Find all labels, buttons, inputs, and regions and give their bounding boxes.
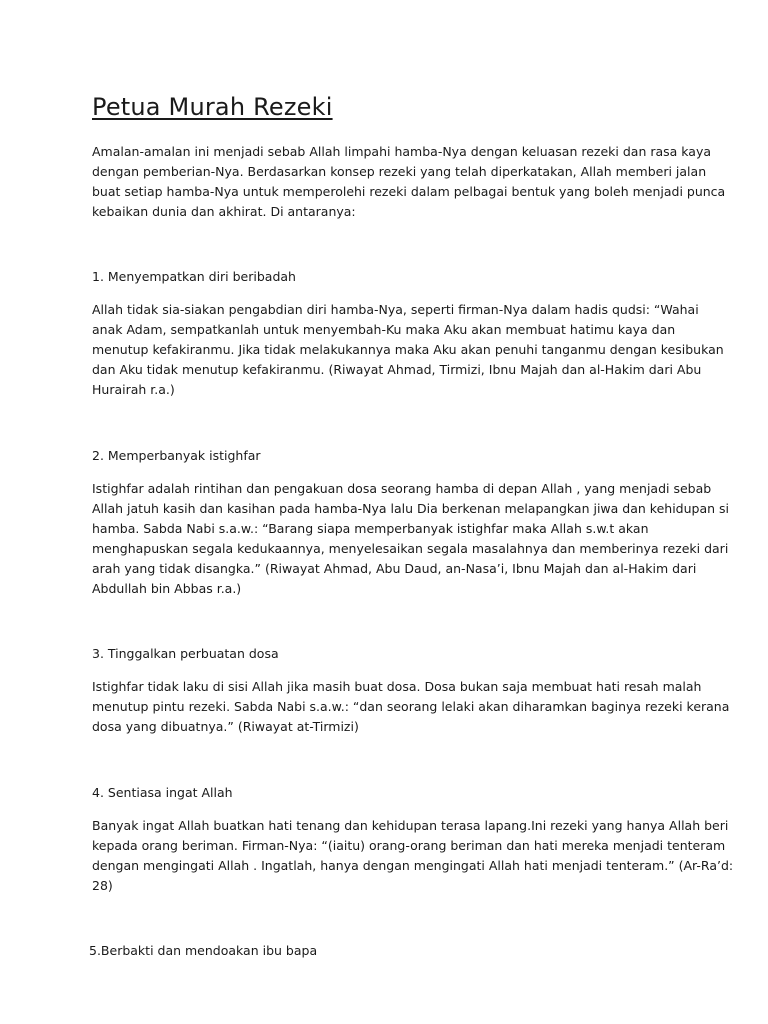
paragraph-line: Allah jatuh kasih dan kasihan pada hamba-Nya lalu Dia berkenan melapangkan jiwa dan kehidupan si bbox=[92, 501, 729, 516]
paragraph-line: arah yang tidak disangka.” (Riwayat Ahmad, Abu Daud, an-Nasa’i, Ibnu Majah dan al-Hakim dari bbox=[92, 561, 697, 576]
section-heading-2: 2. Memperbanyak istighfar bbox=[92, 448, 261, 463]
intro-paragraph bbox=[92, 142, 726, 222]
paragraph-line: 28) bbox=[92, 878, 113, 893]
paragraph-line: dengan mengingati Allah . Ingatlah, hanya dengan mengingati Allah hati menjadi tenteram.” (Ar-Ra’d: bbox=[92, 858, 734, 873]
paragraph-line: kebaikan dunia dan akhirat. Di antaranya: bbox=[92, 204, 356, 219]
paragraph-line: Abdullah bin Abbas r.a.) bbox=[92, 581, 242, 596]
paragraph-line: Banyak ingat Allah buatkan hati tenang dan kehidupan terasa lapang.Ini rezeki yang hanya Allah beri bbox=[92, 818, 729, 833]
section-heading-5: 5.Berbakti dan mendoakan ibu bapa bbox=[89, 943, 318, 958]
document-title: Petua Murah Rezeki bbox=[92, 93, 333, 121]
paragraph-line: Amalan-amalan ini menjadi sebab Allah limpahi hamba-Nya dengan keluasan rezeki dan rasa kaya bbox=[92, 144, 712, 159]
section-heading-1: 1. Menyempatkan diri beribadah bbox=[92, 269, 296, 284]
section-paragraph-1 bbox=[92, 300, 724, 400]
paragraph-line: menutup pintu rezeki. Sabda Nabi s.a.w.: “dan seorang lelaki akan diharamkan baginya rezeki kerana bbox=[92, 699, 730, 714]
paragraph-line: menutup kefakiranmu. Jika tidak melakukannya maka Aku akan penuhi tanganmu dengan kesibukan bbox=[92, 342, 724, 357]
paragraph-line: menghapuskan segala kedukaannya, menyelesaikan segala masalahnya dan memberinya rezeki dari bbox=[92, 541, 729, 556]
section-paragraph-4 bbox=[92, 816, 734, 896]
paragraph-line: hamba. Sabda Nabi s.a.w.: “Barang siapa memperbanyak istighfar maka Allah s.w.t akan bbox=[92, 521, 649, 536]
paragraph-line: dengan pemberian-Nya. Berdasarkan konsep rezeki yang telah diperkatakan, Allah memberi jalan bbox=[92, 164, 707, 179]
paragraph-line: anak Adam, sempatkanlah untuk menyembah-Ku maka Aku akan membuat hatimu kaya dan bbox=[92, 322, 676, 337]
paragraph-line: Hurairah r.a.) bbox=[92, 382, 175, 397]
section-heading-4: 4. Sentiasa ingat Allah bbox=[92, 785, 233, 800]
paragraph-line: dan Aku tidak menutup kefakiranmu. (Riwayat Ahmad, Tirmizi, Ibnu Majah dan al-Hakim dari Abu bbox=[92, 362, 702, 377]
paragraph-line: dosa yang dibuatnya.” (Riwayat at-Tirmizi) bbox=[92, 719, 359, 734]
section-paragraph-3 bbox=[92, 677, 730, 737]
paragraph-line: buat setiap hamba-Nya untuk memperolehi rezeki dalam pelbagai bentuk yang boleh menjadi punca bbox=[92, 184, 726, 199]
paragraph-line: Istighfar adalah rintihan dan pengakuan dosa seorang hamba di depan Allah , yang menjadi sebab bbox=[92, 481, 712, 496]
paragraph-line: kepada orang beriman. Firman-Nya: “(iaitu) orang-orang beriman dan hati mereka menjadi tenteram bbox=[92, 838, 726, 853]
section-heading-3: 3. Tinggalkan perbuatan dosa bbox=[92, 646, 279, 661]
section-paragraph-2 bbox=[92, 479, 729, 599]
paragraph-line: Allah tidak sia-siakan pengabdian diri hamba-Nya, seperti firman-Nya dalam hadis qudsi: “Wahai bbox=[92, 302, 699, 317]
paragraph-line: Istighfar tidak laku di sisi Allah jika masih buat dosa. Dosa bukan saja membuat hati resah malah bbox=[92, 679, 702, 694]
